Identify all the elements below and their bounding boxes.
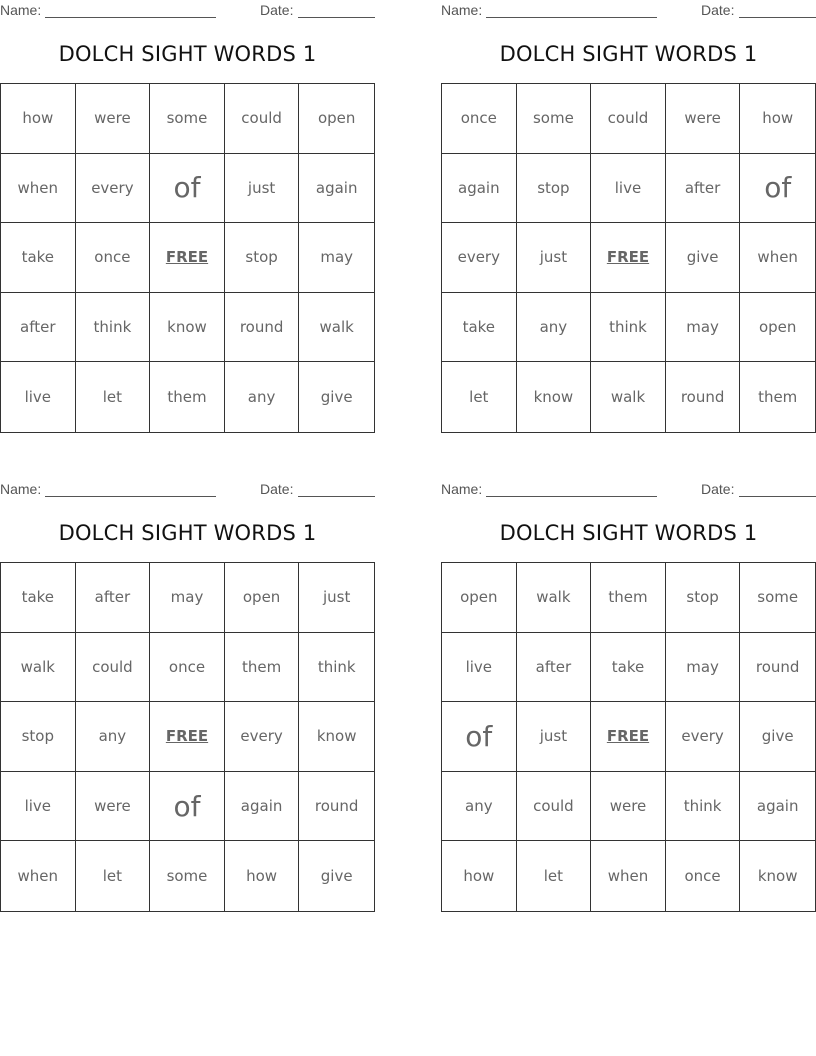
date-label: Date:	[701, 481, 735, 497]
word-cell: think	[76, 293, 151, 363]
word-cell: them	[758, 388, 798, 407]
word-cell: of	[442, 702, 517, 772]
word-cell: again	[225, 772, 300, 842]
word-cell: walk	[591, 362, 666, 432]
card-title: DOLCH SIGHT WORDS 1	[499, 521, 758, 545]
word-cell: any	[442, 772, 517, 842]
word-cell: may	[666, 293, 741, 363]
word-cell: after	[517, 633, 592, 703]
card-title: DOLCH SIGHT WORDS 1	[58, 521, 317, 545]
name-line	[486, 17, 657, 18]
bingo-card-1	[0, 0, 375, 440]
date-line	[739, 17, 816, 18]
word-cell: round	[299, 772, 374, 842]
word-cell: of	[150, 154, 225, 224]
word-cell: round	[666, 362, 741, 432]
name-line	[45, 17, 216, 18]
word-cell: were	[76, 772, 151, 842]
word-cell: live	[591, 154, 666, 224]
word-cell: were	[591, 772, 666, 842]
word-cell: open	[740, 293, 815, 363]
word-cell: every	[76, 154, 151, 224]
word-cell: every	[442, 223, 517, 293]
word-cell: could	[76, 633, 151, 703]
word-cell: some	[150, 841, 225, 911]
word-cell: them	[591, 563, 666, 633]
word-cell: may	[299, 223, 374, 293]
card-title: DOLCH SIGHT WORDS 1	[58, 42, 317, 66]
word-cell: how	[225, 841, 300, 911]
word-cell: give	[740, 702, 815, 772]
word-cell: how	[1, 84, 76, 154]
word-cell: live	[1, 362, 76, 432]
word-cell: stop	[1, 702, 76, 772]
word-cell: stop	[225, 223, 300, 293]
word-cell: could	[225, 84, 300, 154]
word-cell: let	[76, 841, 151, 911]
word-cell: let	[517, 841, 592, 911]
word-cell: when	[740, 223, 815, 293]
word-cell: let	[76, 362, 151, 432]
word-cell: may	[150, 563, 225, 633]
word-cell: after	[1, 293, 76, 363]
date-label: Date:	[260, 2, 294, 18]
word-cell: take	[442, 293, 517, 363]
word-cell: were	[76, 84, 151, 154]
word-cell: think	[666, 772, 741, 842]
word-cell: round	[740, 633, 815, 703]
free-space-cell: FREE	[591, 702, 666, 772]
name-line	[45, 496, 216, 497]
word-cell: any	[76, 702, 151, 772]
word-cell: any	[517, 293, 592, 363]
word-cell: give	[666, 223, 741, 293]
word-cell: when	[591, 841, 666, 911]
date-label: Date:	[701, 2, 735, 18]
word-cell: of	[740, 154, 815, 224]
name-label: Name:	[441, 2, 483, 18]
word-cell: just	[517, 223, 592, 293]
word-cell: just	[225, 154, 300, 224]
word-cell: once	[442, 84, 517, 154]
word-cell: round	[225, 293, 300, 363]
bingo-card-4	[441, 479, 816, 919]
word-cell: once	[666, 841, 741, 911]
word-cell: them	[225, 633, 300, 703]
word-cell: just	[299, 563, 374, 633]
word-cell: some	[150, 84, 225, 154]
word-cell: when	[1, 841, 76, 911]
word-cell: some	[517, 84, 592, 154]
word-cell: think	[299, 633, 374, 703]
word-cell: them	[150, 362, 225, 432]
word-cell: walk	[299, 293, 374, 363]
word-cell: could	[591, 84, 666, 154]
word-cell: may	[666, 633, 741, 703]
word-cell: could	[517, 772, 592, 842]
word-cell: some	[740, 563, 815, 633]
word-cell: know	[299, 702, 374, 772]
word-cell: let	[442, 362, 517, 432]
word-cell: were	[666, 84, 741, 154]
name-line	[486, 496, 657, 497]
word-cell: know	[150, 293, 225, 363]
word-cell: once	[76, 223, 151, 293]
date-line	[298, 496, 375, 497]
name-date-row	[0, 481, 375, 499]
word-cell: again	[299, 154, 374, 224]
word-cell: take	[591, 633, 666, 703]
bingo-grid	[441, 83, 816, 433]
word-cell: open	[225, 563, 300, 633]
date-line	[739, 496, 816, 497]
word-cell: every	[225, 702, 300, 772]
word-cell: once	[150, 633, 225, 703]
word-cell: after	[76, 563, 151, 633]
free-space-cell: FREE	[591, 223, 666, 293]
word-cell: live	[442, 633, 517, 703]
date-label: Date:	[260, 481, 294, 497]
word-cell: how	[442, 841, 517, 911]
name-date-row	[441, 2, 816, 20]
word-cell: again	[740, 772, 815, 842]
bingo-grid	[0, 83, 375, 433]
word-cell: take	[1, 223, 76, 293]
word-cell: walk	[517, 563, 592, 633]
word-cell: take	[1, 563, 76, 633]
word-cell: think	[591, 293, 666, 363]
card-title: DOLCH SIGHT WORDS 1	[499, 42, 758, 66]
date-line	[298, 17, 375, 18]
word-cell: know	[517, 362, 592, 432]
word-cell: know	[757, 867, 798, 886]
free-space-cell: FREE	[150, 223, 225, 293]
word-cell: give	[320, 867, 353, 886]
word-cell: when	[1, 154, 76, 224]
word-cell: any	[225, 362, 300, 432]
free-space-cell: FREE	[150, 702, 225, 772]
bingo-grid	[441, 562, 816, 912]
word-cell: of	[150, 772, 225, 842]
word-cell: after	[666, 154, 741, 224]
name-label: Name:	[0, 2, 42, 18]
bingo-grid	[0, 562, 375, 912]
word-cell: again	[442, 154, 517, 224]
name-date-row	[0, 2, 375, 20]
word-cell: just	[517, 702, 592, 772]
name-date-row	[441, 481, 816, 499]
word-cell: walk	[1, 633, 76, 703]
word-cell: stop	[666, 563, 741, 633]
name-label: Name:	[441, 481, 483, 497]
word-cell: give	[320, 388, 353, 407]
word-cell: every	[666, 702, 741, 772]
word-cell: stop	[517, 154, 592, 224]
bingo-card-3	[0, 479, 375, 919]
bingo-card-2	[441, 0, 816, 440]
word-cell: how	[740, 84, 815, 154]
word-cell: live	[1, 772, 76, 842]
word-cell: open	[299, 84, 374, 154]
word-cell: open	[442, 563, 517, 633]
name-label: Name:	[0, 481, 42, 497]
